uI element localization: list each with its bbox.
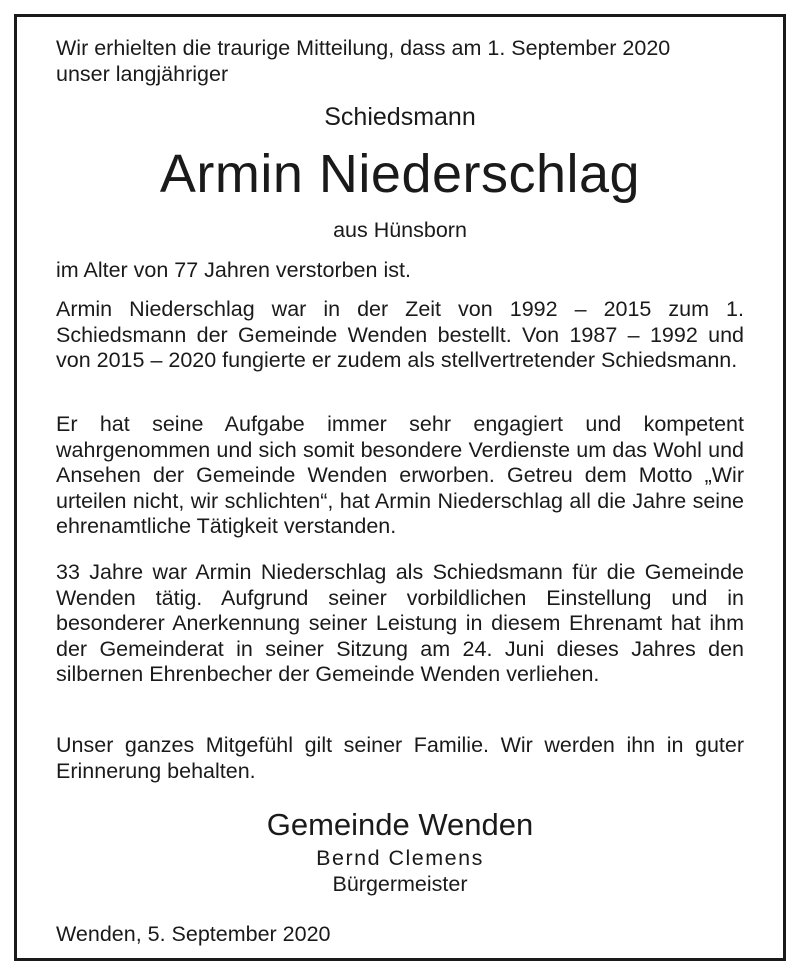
place-date: Wenden, 5. September 2020 [56,922,331,946]
paragraph-text: 33 Jahre war Armin Niederschlag als Schiedsmann für die Gemeinde Wenden tätig. Aufgrund seiner vorbildlichen Einstellung und in besonderer Anerkennung seiner Leistung in diesem Ehrenamt hat ihm der Gemeinderat in seiner Sitzung am 24. Juni dieses Jahres den silbernen Ehrenbecher der Gemeinde Wenden verliehen. [56,560,744,686]
paragraph-3 [56,560,744,688]
intro-line: Wir erhielten die traurige Mitteilung, dass am 1. September 2020 unser langjähriger [56,36,671,86]
place-date-block [56,922,744,948]
intro-text [56,36,744,87]
paragraph-text: Unser ganzes Mitgefühl gilt seiner Familie. Wir werden ihn in guter Erinnerung behalten. [56,733,744,783]
paragraph-text: Er hat seine Aufgabe immer sehr engagiert und kompetent wahrgenommen und sich somit besondere Verdienste um das Wohl und Ansehen der Gemeinde Wenden erworben. Getreu dem Motto „Wir urteilen nicht, wir schlichten“, hat Armin Niederschlag all die Jahre seine ehrenamtliche Tätigkeit verstanden. [56,412,744,538]
paragraph-2 [56,412,744,540]
name-block [56,143,744,205]
signature-organization: Gemeinde Wenden [266,807,534,842]
signature-person: Bernd Clemens [316,846,484,870]
age-block [56,258,744,284]
age-line: im Alter von 77 Jahren verstorben ist. [56,258,411,282]
role-title: Schiedsmann [324,103,476,131]
deceased-name: Armin Niederschlag [159,144,641,204]
deceased-origin: aus Hünsborn [333,218,467,242]
paragraph-text: Armin Niederschlag war in der Zeit von 1992 – 2015 zum 1. Schiedsmann der Gemeinde Wenden bestellt. Von 1987 – 1992 und von 2015 – 2020 fungierte er zudem als stellvertretender Schiedsmann. [56,297,744,372]
origin-block [56,217,744,243]
paragraph-1 [56,297,744,374]
signature-block [56,807,744,897]
signature-position: Bürgermeister [332,872,468,896]
paragraph-4 [56,733,744,784]
role-title-block [56,102,744,132]
